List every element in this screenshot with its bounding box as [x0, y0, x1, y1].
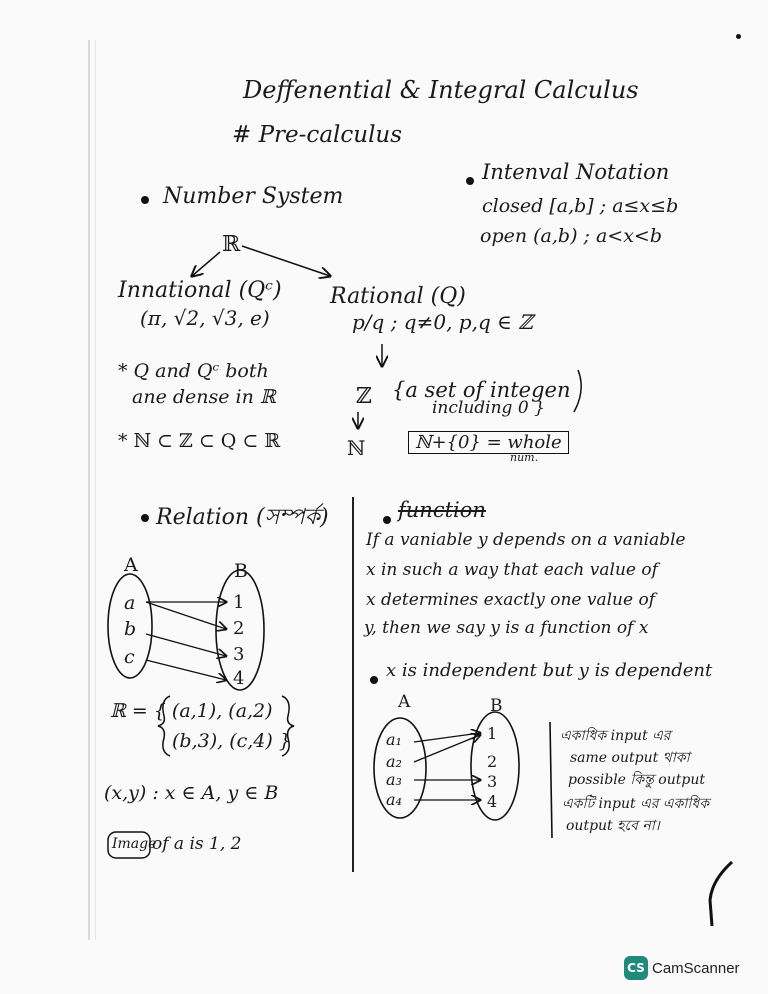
function-note: same output থাকা — [570, 750, 690, 766]
relation-set-b: B — [234, 560, 248, 582]
rational-label: Rational (Q) — [330, 284, 466, 309]
open-interval: open (a,b) ; a<x<b — [480, 225, 663, 247]
function-heading: function — [398, 498, 486, 522]
relation-b-item: 2 — [233, 618, 245, 639]
irrational-label: Innational (Qᶜ) — [118, 278, 282, 303]
function-a-item: a₄ — [386, 790, 402, 809]
function-set-a: A — [398, 692, 411, 712]
function-definition: y, then we say y is a function of x — [364, 618, 649, 638]
relation-domain: (x,y) : x ∈ A, y ∈ B — [104, 782, 279, 804]
relation-set-a: A — [124, 554, 138, 576]
reals-symbol: ℝ — [222, 232, 241, 257]
camscanner-brand: CamScanner — [652, 960, 740, 977]
function-a-item: a₂ — [386, 752, 402, 771]
relation-a-item: c — [124, 646, 135, 668]
function-b-item: 1 — [487, 724, 498, 743]
subset-chain: * ℕ ⊂ ℤ ⊂ Q ⊂ ℝ — [118, 430, 281, 452]
relation-definition-2: (b,3), (c,4) } — [172, 730, 291, 752]
function-b-item: 4 — [487, 792, 498, 811]
function-note: possible কিন্তু output — [568, 772, 705, 788]
function-definition: x in such a way that each value of — [366, 560, 658, 580]
image-word: Image — [112, 836, 157, 852]
function-b-item: 3 — [487, 772, 498, 791]
function-set-b: B — [490, 696, 503, 716]
page-subtitle: # Pre-calculus — [232, 122, 403, 148]
camscanner-logo-icon: CS — [624, 956, 648, 980]
bullet-dot — [370, 676, 378, 684]
bullet-dot — [141, 514, 149, 522]
number-system-heading: Number System — [163, 184, 344, 209]
column-divider — [352, 497, 354, 872]
whole-numbers-sub: num. — [510, 451, 539, 464]
function-definition: x determines exactly one value of — [366, 590, 655, 610]
closed-interval: closed [a,b] ; a≤x≤b — [482, 195, 679, 217]
interval-heading: Intenval Notation — [482, 160, 670, 184]
integer-description: {a set of integen — [392, 378, 571, 402]
irrational-examples: (π, √2, √3, e) — [140, 306, 270, 330]
page-title: Deffenential & Integral Calculus — [243, 76, 639, 104]
integer-description-2: including 0 } — [432, 398, 545, 418]
dense-note-2: ane dense in ℝ — [132, 386, 276, 408]
relation-a-item: b — [124, 618, 137, 640]
function-note: output হবে না। — [566, 818, 660, 834]
function-a-item: a₃ — [386, 770, 402, 789]
integer-symbol: ℤ — [356, 384, 373, 409]
relation-b-item: 4 — [233, 668, 245, 689]
scan-dot — [736, 34, 741, 39]
relation-b-item: 1 — [233, 592, 245, 613]
whole-numbers-box: ℕ+{0} = whole — [408, 431, 569, 454]
function-bullet: x is independent but y is dependent — [386, 660, 713, 681]
relation-a-item: a — [124, 592, 136, 614]
function-note: একাধিক input এর — [560, 728, 671, 744]
relation-heading: Relation (সম্পর্ক) — [156, 505, 329, 530]
natural-symbol: ℕ — [347, 436, 366, 460]
rational-definition: p/q ; q≠0, p,q ∈ ℤ — [352, 310, 533, 334]
function-definition: If a vaniable y depends on a vaniable — [366, 530, 686, 550]
function-a-item: a₁ — [386, 730, 402, 749]
relation-b-item: 3 — [233, 644, 245, 665]
image-statement: of a is 1, 2 — [152, 834, 242, 854]
bullet-dot — [383, 516, 391, 524]
function-b-item: 2 — [487, 752, 498, 771]
function-note: একটি input এর একাধিক — [562, 796, 710, 812]
dense-note: * Q and Qᶜ both — [118, 360, 269, 382]
relation-definition: ℝ = { (a,1), (a,2) — [110, 700, 273, 722]
